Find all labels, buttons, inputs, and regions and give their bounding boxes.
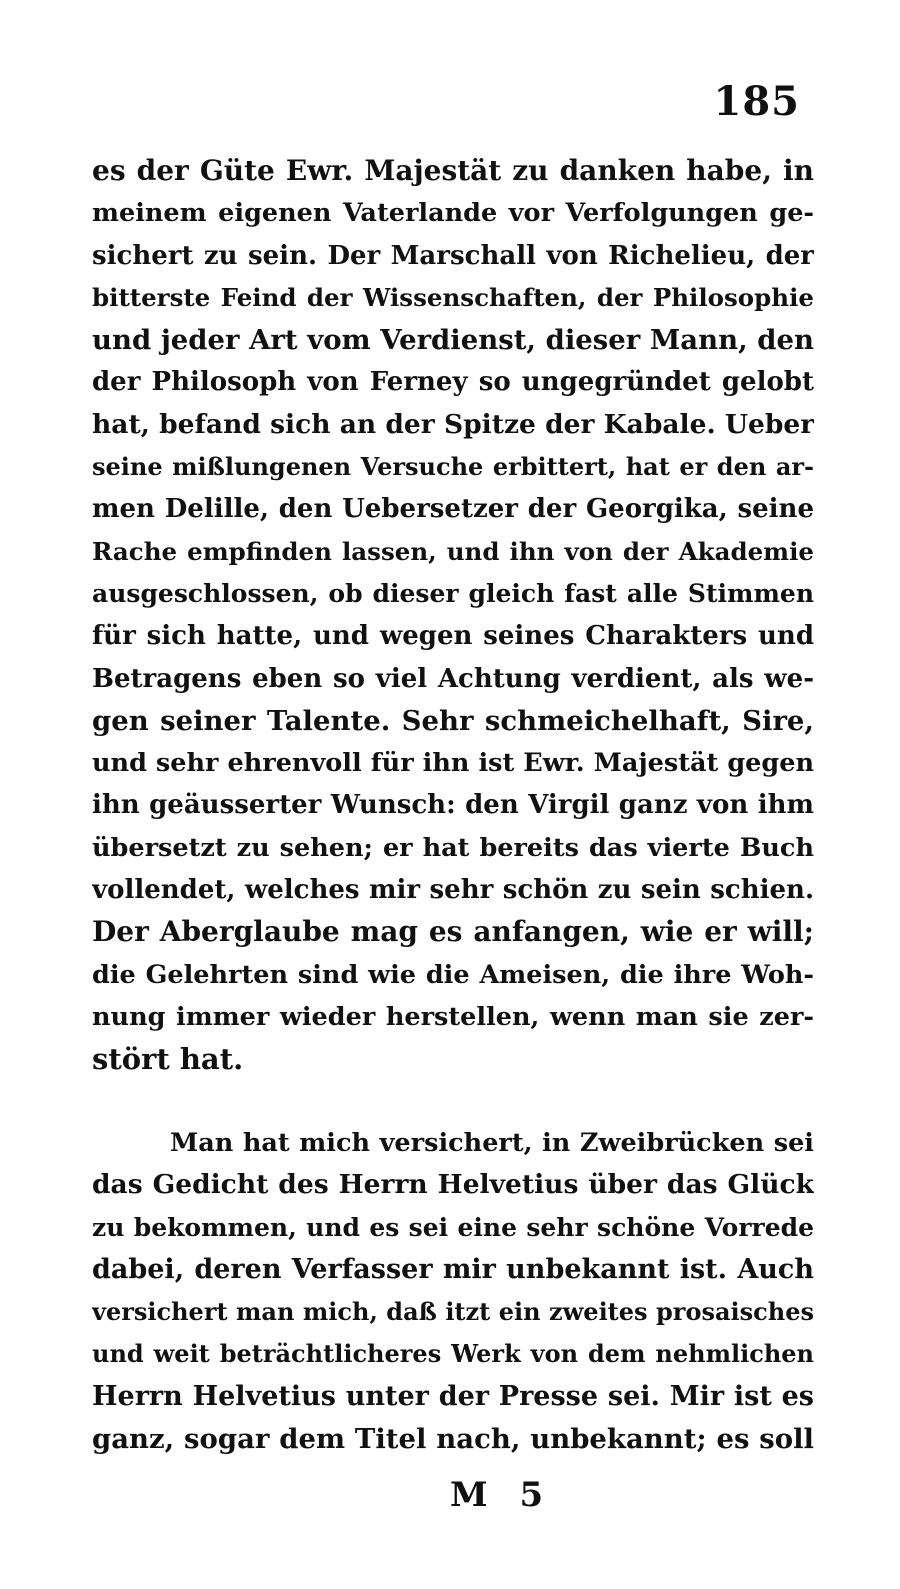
text-line: zu bekommen, und es sei eine sehr schöne Vorrede	[92, 1212, 814, 1242]
text-line: Betragens eben so viel Achtung verdient, als we-	[92, 663, 814, 694]
text-line: seine mißlungenen Versuche erbittert, hat er den ar-	[92, 452, 814, 482]
text-line: übersetzt zu sehen; er hat bereits das vierte Buch	[92, 832, 814, 863]
text-line: ausgeschlossen, ob dieser gleich fast alle Stimmen	[92, 578, 814, 608]
text-line: stört hat.	[92, 1042, 244, 1077]
text-line: der Philosoph von Ferney so ungegründet gelobt	[92, 367, 814, 398]
text-line: nung immer wieder herstellen, wenn man sie zer-	[92, 1001, 814, 1032]
text-line: gen seiner Talente. Sehr schmeichelhaft, Sire,	[92, 704, 814, 737]
text-line: und weit beträchtlicheres Werk von dem nehmlichen	[92, 1339, 814, 1369]
paragraph-1	[92, 150, 814, 1081]
paragraph-2	[92, 1122, 814, 1460]
text-line: und jeder Art vom Verdienst, dieser Mann, den	[92, 324, 814, 357]
text-line: bitterste Feind der Wissenschaften, der Philosophie	[92, 282, 814, 312]
text-line: die Gelehrten sind wie die Ameisen, die ihre Woh-	[92, 959, 814, 990]
text-line: sichert zu sein. Der Marschall von Richelieu, der	[92, 240, 814, 271]
text-line: ihn geäusserter Wunsch: den Virgil ganz von ihm	[92, 790, 814, 821]
page-number: 185	[713, 78, 800, 125]
text-line: Rache empfinden lassen, und ihn von der Akademie	[92, 536, 814, 566]
text-line: meinem eigenen Vaterlande vor Verfolgungen ge-	[92, 198, 814, 229]
text-line: dabei, deren Verfasser mir unbekannt ist. Auch	[92, 1253, 814, 1285]
text-line: Herrn Helvetius unter der Presse sei. Mir ist es	[92, 1380, 814, 1412]
text-line: Der Aberglaube mag es anfangen, wie er will;	[92, 915, 814, 949]
text-line: es der Güte Ewr. Majestät zu danken habe, in	[92, 154, 814, 187]
text-line: hat, befand sich an der Spitze der Kabale. Ueber	[92, 408, 814, 440]
text-line: men Delille, den Uebersetzer der Georgika, seine	[92, 494, 814, 525]
text-line: versichert man mich, daß itzt ein zweites prosaisches	[92, 1297, 814, 1327]
text-line: für sich hatte, und wegen seines Charakters und	[92, 621, 814, 652]
text-line: ganz, sogar dem Titel nach, unbekannt; es soll	[92, 1423, 814, 1456]
text-line: Man hat mich versichert, in Zweibrücken sei	[170, 1128, 814, 1158]
signature-mark: M 5	[450, 1475, 554, 1515]
text-line: das Gedicht des Herrn Helvetius über das Glück	[92, 1169, 814, 1201]
text-line: vollendet, welches mir sehr schön zu sein schien.	[92, 875, 814, 906]
text-line: und sehr ehrenvoll für ihn ist Ewr. Majestät gegen	[92, 748, 814, 779]
